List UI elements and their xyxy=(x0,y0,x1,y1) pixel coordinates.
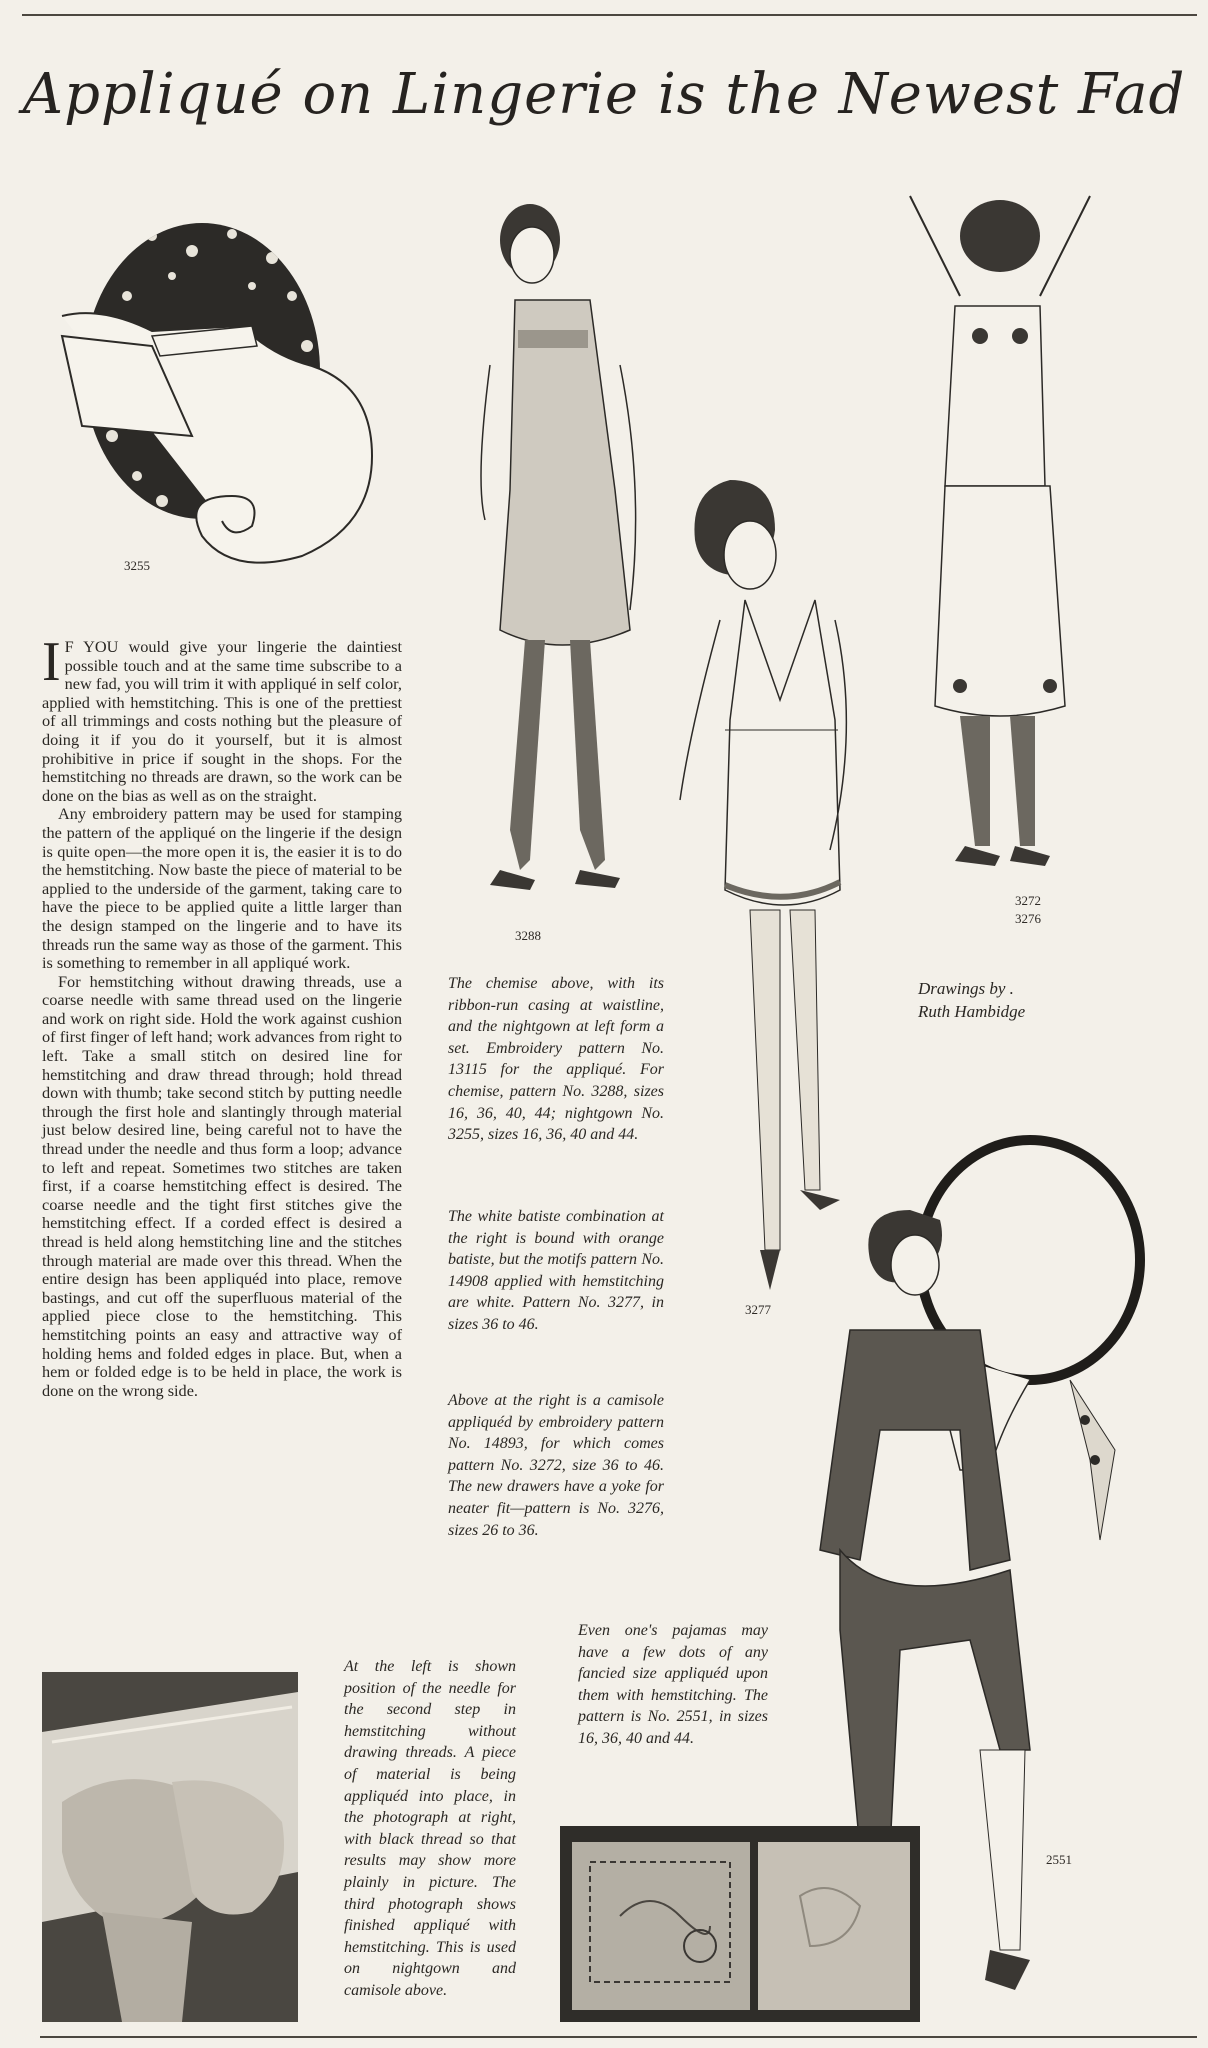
article-body xyxy=(42,631,402,1400)
drop-cap: I xyxy=(42,631,61,693)
camisole-figure xyxy=(900,186,1100,886)
credit-line-2: Ruth Hambidge xyxy=(918,1002,1026,1021)
chemise-figure xyxy=(470,190,650,920)
photo-hemstitching-hands xyxy=(42,1672,298,2022)
body-paragraph-3: For hemstitching without drawing threads, use a coarse needle with same thread used on the lingerie and work on right side. Hold the work against cushion of first finger of left hand; work advances from right to left. Take a small stitch on desired line for hemstitching and draw thread through; hold thread down with thumb; take second stitch by putting needle through the first hole and slantingly through material just below desired line, being careful not to have the thread under the needle and thus form a loop; advance to left and repeat. Sometimes two stitches are taken first, if a coarse hemstitching effect is desired. The coarse needle and the tight first stitches give the hemstitching effect. If a corded effect is desired a thread is held along hemstitching line and the stitches through material are made over this thread. When the entire design has been appliquéd into place, remove bastings, and cut off the superfluous material of the applied piece close to the hemstitching. This hemstitching points an easy and attractive way of holding hems and folded edges in place. But, when a hem or folded edge is to be held in place, the work is done on the wrong side. xyxy=(42,971,402,1400)
caption-batiste: The white batiste combination at the right is bound with orange batiste, but the motifs pattern No. 14908 applied with hemstitching are white. Pattern No. 3277, in sizes 36 to 46. xyxy=(448,1208,664,1333)
pattern-number-3272: 3272 xyxy=(1015,893,1041,908)
pattern-number-3276: 3276 xyxy=(1015,911,1041,926)
caption-photos: At the left is shown position of the needle for the second step in hemstitching without drawing threads. A piece of material is being appliquéd into place, in the photograph at right, with black thread so that results may show more plainly in picture. The third photograph shows finished appliqué with hemstitching. This is used on nightgown and camisole above. xyxy=(344,1658,516,1999)
pattern-number-3277: 3277 xyxy=(745,1302,771,1317)
illustration-credit xyxy=(918,977,1025,1023)
caption-camisole: Above at the right is a camisole appliquéd by embroidery pattern No. 14893, for which comes pattern No. 3272, size 36 to 46. The new drawers have a yoke for neater fit—pattern is No. 3276, sizes 26 to 36. xyxy=(448,1392,664,1539)
bottom-rule xyxy=(40,2036,1197,2038)
body-paragraph-1-text: F YOU would give your lingerie the daintiest possible touch and at the same time subscribe to a new fad, you will trim it with appliqué in self color, applied with hemstitching. This is one of the prettiest of all trimmings and costs nothing but the pleasure of doing it if you do it yourself, but it is almost prohibitive in price if sought in the shops. For the hemstitching no threads are drawn, so the work can be done on the bias as well as on the straight. xyxy=(42,637,402,805)
nightgown-illustration xyxy=(42,196,422,596)
pattern-number-3288: 3288 xyxy=(515,928,541,943)
top-rule xyxy=(22,14,1197,16)
caption-chemise: The chemise above, with its ribbon-run casing at waistline, and the nightgown at left form a set. Embroidery pattern No. 13115 for the appliqué. For chemise, pattern No. 3288, sizes 16, 36, 40, 44; nightgown No. 3255, sizes 16, 36, 40 and 44. xyxy=(448,975,664,1144)
photo-applique-samples xyxy=(560,1826,920,2022)
body-paragraph-1 xyxy=(42,631,402,805)
caption-pajamas: Even one's pajamas may have a few dots of any fancied size appliquéd upon them with hemstitching. The pattern is No. 2551, in sizes 16, 36, 40 and 44. xyxy=(578,1622,768,1747)
credit-line-1: Drawings by . xyxy=(918,979,1014,998)
body-paragraph-2: Any embroidery pattern may be used for stamping the pattern of the appliqué on the lingerie if the design is quite open—the more open it is, the easier it is to do the hemstitching. Now baste the piece of material to be applied to the underside of the garment, taking care to have the piece to be applied quite a little larger than the design stamped on the lingerie and to have its threads run the same way as those of the garment. This is something to remember in all appliqué work. xyxy=(42,804,402,973)
page-title: Appliqué on Lingerie is the Newest Fad xyxy=(22,62,1186,127)
pattern-number-2551: 2551 xyxy=(1046,1852,1072,1867)
pattern-number-3255: 3255 xyxy=(124,558,150,573)
